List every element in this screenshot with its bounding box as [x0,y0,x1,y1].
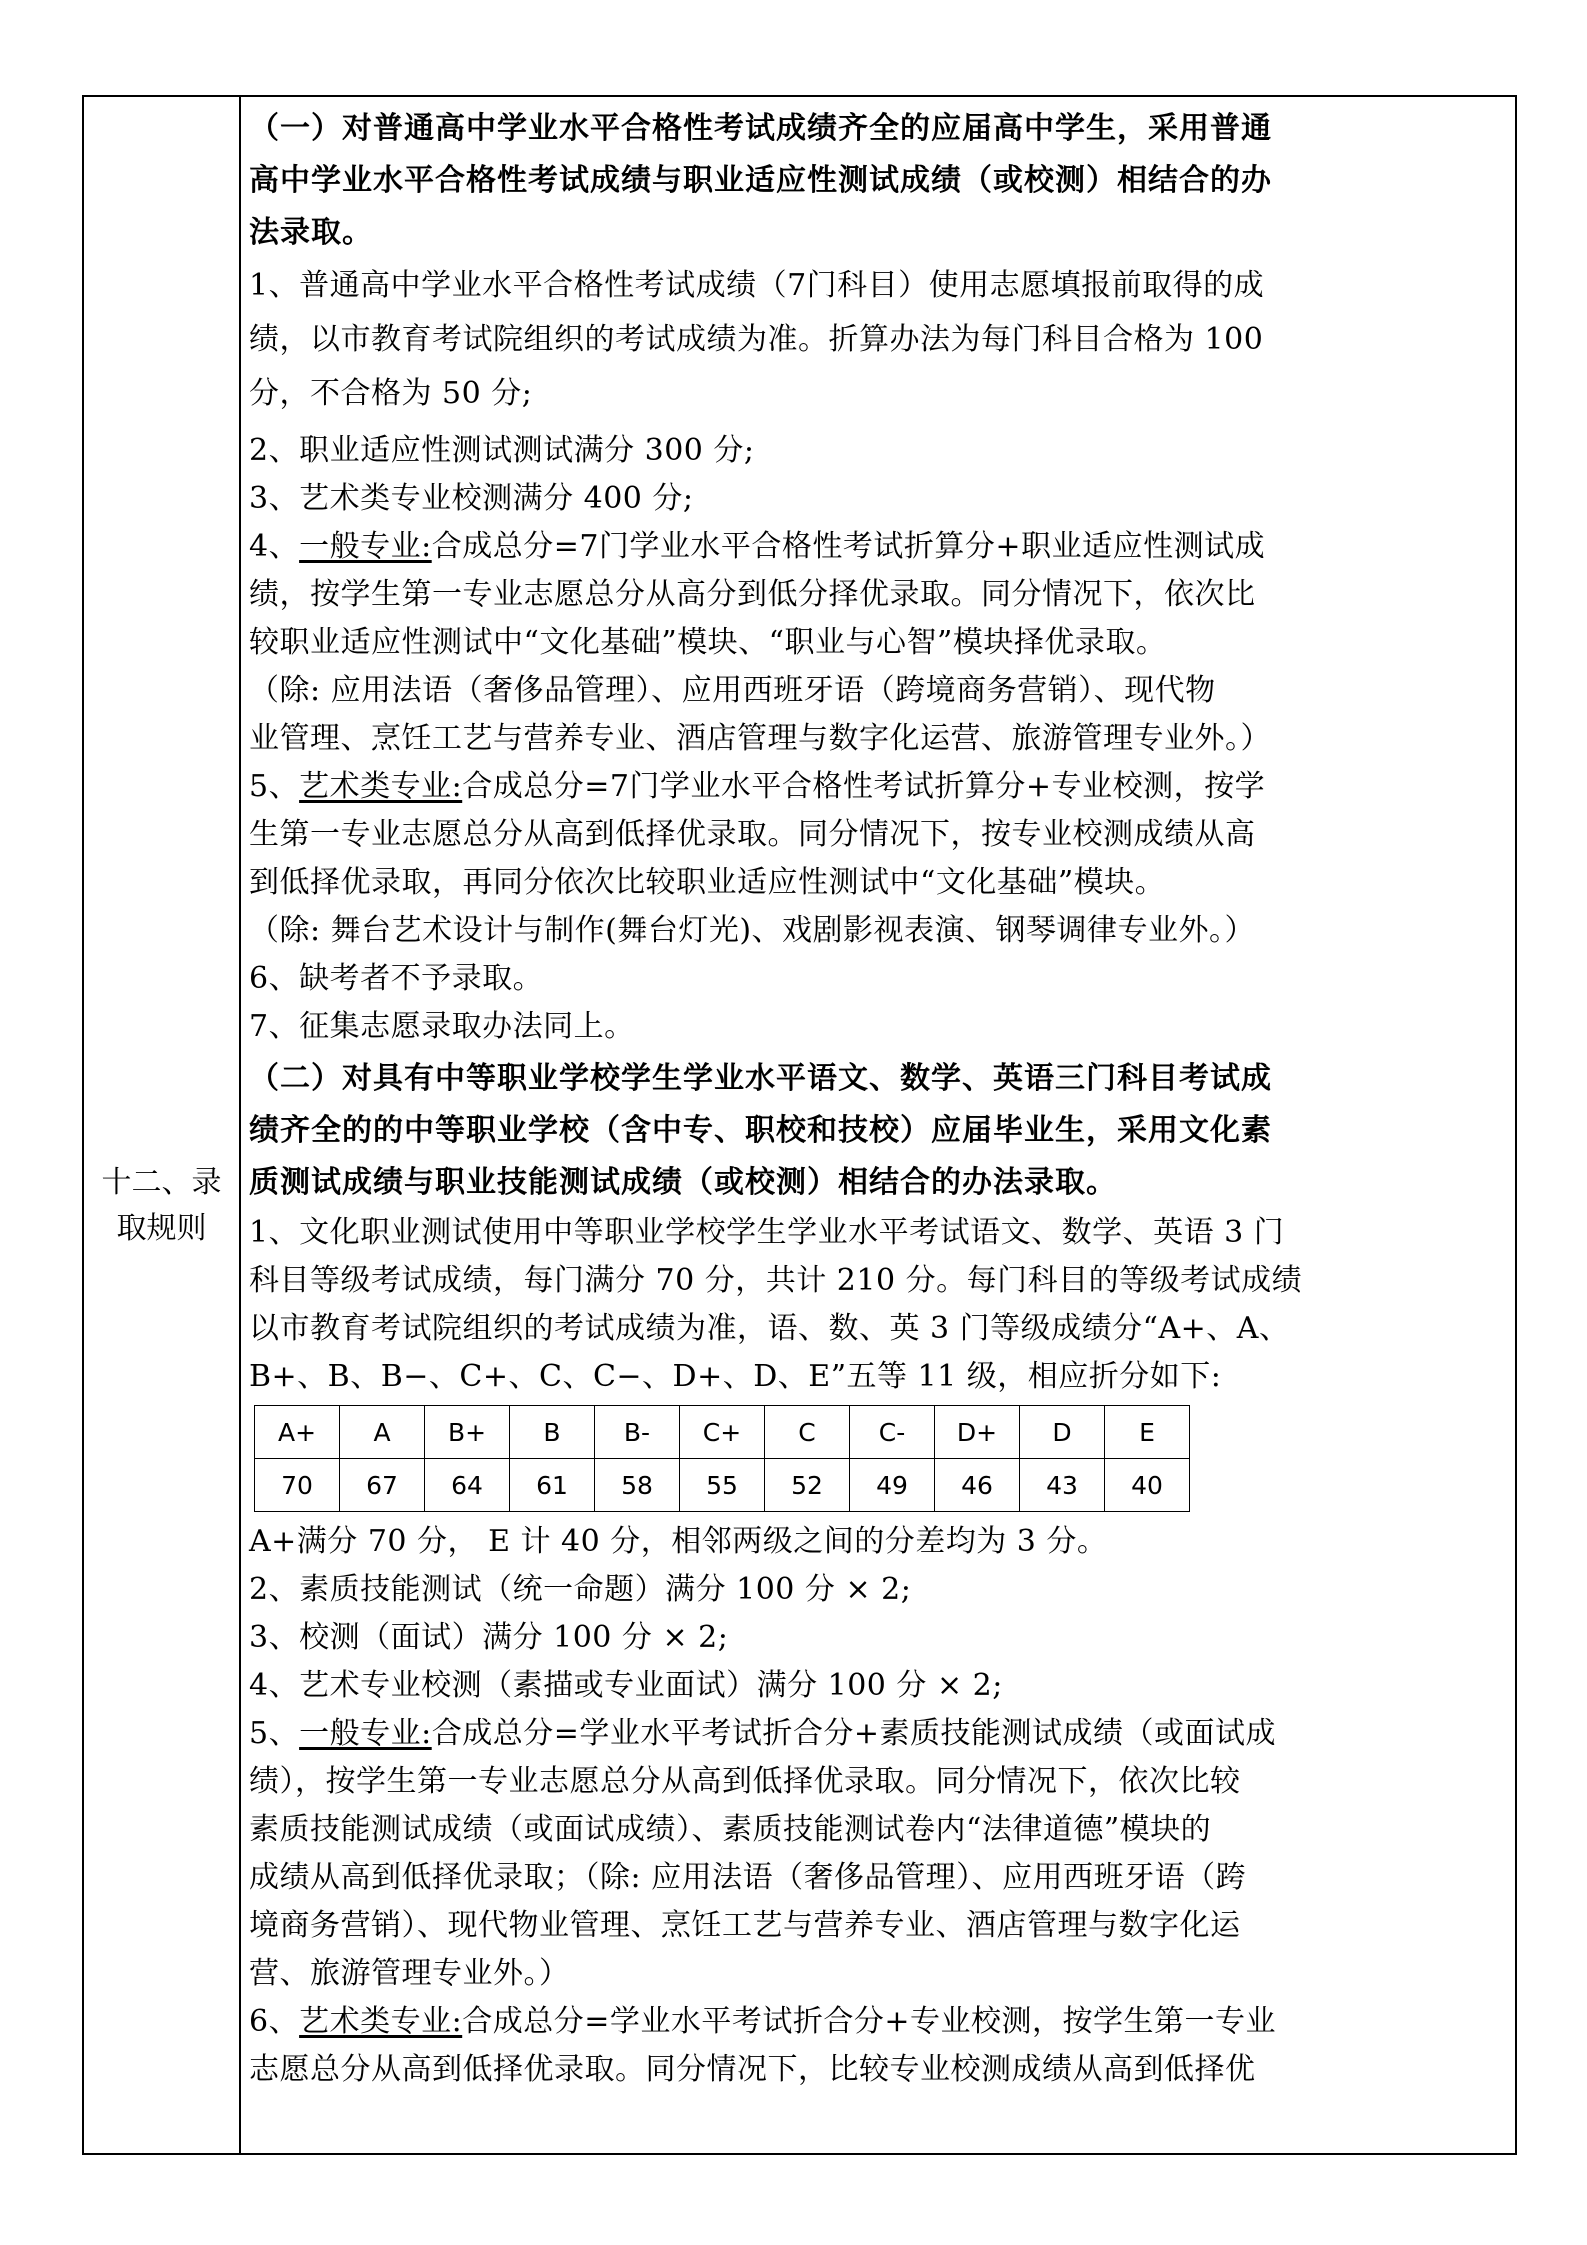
text-line: 绩，以市教育考试院组织的考试成绩为准。折算办法为每门科目合格为 100 [249,322,1264,357]
grade-cell: B+ [425,1406,510,1459]
text-line: 营、旅游管理专业外。） [249,1956,570,1991]
section-label-line: 十二、录 [101,1165,222,1200]
section1-item4-first-line [249,523,1511,571]
section2-item2: 2、素质技能测试（统一命题）满分 100 分 × 2; [249,1572,912,1607]
text-line: 到低择优录取，再同分依次比较职业适应性测试中“文化基础”模块。 [249,865,1166,900]
art-major-label: 艺术类专业: [299,769,463,804]
item-text: 合成总分=7门学业水平合格性考试折算分+职业适应性测试成 [431,529,1266,564]
text-line: B+、B、B−、C+、C、C−、D+、D、E”五等 11 级，相应折分如下: [249,1359,1222,1394]
grade-cell: B [510,1406,595,1459]
heading-line: 高中学业水平合格性考试成绩与职业适应性测试成绩（或校测）相结合的办 [249,163,1272,198]
label-cell [84,97,241,2153]
score-cell: 52 [765,1459,850,1512]
heading-line: 绩齐全的的中等职业学校（含中专、职校和技校）应届毕业生，采用文化素 [249,1113,1272,1148]
section2-heading [249,1053,1511,1209]
score-cell: 49 [850,1459,935,1512]
text-line: （除: 舞台艺术设计与制作(舞台灯光)、戏剧影视表演、钢琴调律专业外。） [249,913,1256,948]
text-line: 生第一专业志愿总分从高到低择优录取。同分情况下，按专业校测成绩从高 [249,817,1256,852]
general-major-label: 一般专业: [299,529,432,564]
section-label [84,1160,239,1252]
section1-heading [249,103,1511,259]
section1-item7: 7、征集志愿录取办法同上。 [249,1009,635,1044]
score-cell: 61 [510,1459,595,1512]
section1-item5-first-line [249,763,1511,811]
grade-cell: A+ [255,1406,340,1459]
grade-cell: C- [850,1406,935,1459]
section2-item6-first-line [249,1998,1511,2046]
heading-line: 质测试成绩与职业技能测试成绩（或校测）相结合的办法录取。 [249,1165,1117,1200]
grade-cell: B- [595,1406,680,1459]
text-line: 志愿总分从高到低择优录取。同分情况下，比较专业校测成绩从高到低择优 [249,2052,1256,2087]
grade-row [255,1406,1190,1459]
section-label-line: 取规则 [116,1211,207,1246]
grade-cell: D [1020,1406,1105,1459]
text-line: 成绩从高到低择优录取；（除: 应用法语（奢侈品管理）、应用西班牙语（跨 [249,1860,1247,1895]
item-text: 合成总分=学业水平考试折合分+素质技能测试成绩（或面试成 [431,1716,1276,1751]
text-line: 科目等级考试成绩，每门满分 70 分，共计 210 分。每门科目的等级考试成绩 [249,1263,1303,1298]
score-cell: 46 [935,1459,1020,1512]
text-line: 以市教育考试院组织的考试成绩为准，语、数、英 3 门等级成绩分“A+、A、 [249,1311,1290,1346]
text-line: （除: 应用法语（奢侈品管理）、应用西班牙语（跨境商务营销）、现代物 [249,673,1216,708]
text-line: 1、文化职业测试使用中等职业学校学生学业水平考试语文、数学、英语 3 门 [249,1215,1285,1250]
text-line: 境商务营销）、现代物业管理、烹饪工艺与营养专业、酒店管理与数字化运 [249,1908,1241,1943]
score-cell: 70 [255,1459,340,1512]
item-number: 5、 [249,769,300,804]
grade-cell: D+ [935,1406,1020,1459]
content-cell [249,103,1511,2094]
section1-item6: 6、缺考者不予录取。 [249,961,544,996]
grade-cell: C+ [680,1406,765,1459]
text-line: 素质技能测试成绩（或面试成绩）、素质技能测试卷内“法律道德”模块的 [249,1812,1212,1847]
heading-line: （二）对具有中等职业学校学生学业水平语文、数学、英语三门科目考试成 [249,1061,1272,1096]
text-line: 分，不合格为 50 分; [249,376,533,411]
heading-line: （一）对普通高中学业水平合格性考试成绩齐全的应届高中学生，采用普通 [249,111,1272,146]
score-row [255,1459,1190,1512]
section1-item2: 2、职业适应性测试测试满分 300 分; [249,433,755,468]
score-cell: 64 [425,1459,510,1512]
item-number: 5、 [249,1716,300,1751]
text-line: 绩，按学生第一专业志愿总分从高分到低分择优录取。同分情况下，依次比 [249,577,1256,612]
general-major-label: 一般专业: [299,1716,432,1751]
art-major-label: 艺术类专业: [299,2004,463,2039]
score-cell: 58 [595,1459,680,1512]
item-number: 6、 [249,2004,300,2039]
text-line: 绩），按学生第一专业志愿总分从高到低择优录取。同分情况下，依次比较 [249,1764,1241,1799]
grade-note: A+满分 70 分， E 计 40 分，相邻两级之间的分差均为 3 分。 [249,1524,1108,1559]
section2-item4: 4、艺术专业校测（素描或专业面试）满分 100 分 × 2; [249,1668,1003,1703]
score-cell: 43 [1020,1459,1105,1512]
text-line: 较职业适应性测试中“文化基础”模块、“职业与心智”模块择优录取。 [249,625,1167,660]
section2-item5-first-line [249,1710,1511,1758]
score-cell: 67 [340,1459,425,1512]
grade-cell: C [765,1406,850,1459]
item-text: 合成总分=7门学业水平合格性考试折算分+专业校测，按学 [462,769,1266,804]
text-line: 1、普通高中学业水平合格性考试成绩（7门科目）使用志愿填报前取得的成 [249,268,1265,303]
grade-cell: A [340,1406,425,1459]
text-line: 业管理、烹饪工艺与营养专业、酒店管理与数字化运营、旅游管理专业外。） [249,721,1271,756]
rules-table [82,95,1517,2155]
heading-line: 法录取。 [249,215,373,250]
grade-cell: E [1105,1406,1190,1459]
score-cell: 40 [1105,1459,1190,1512]
item-number: 4、 [249,529,300,564]
section1-item1 [249,259,1511,421]
item-text: 合成总分=学业水平考试折合分+专业校测，按学生第一专业 [462,2004,1276,2039]
score-cell: 55 [680,1459,765,1512]
section2-item3: 3、校测（面试）满分 100 分 × 2; [249,1620,729,1655]
grade-score-table [254,1405,1190,1512]
section1-item3: 3、艺术类专业校测满分 400 分; [249,481,694,516]
